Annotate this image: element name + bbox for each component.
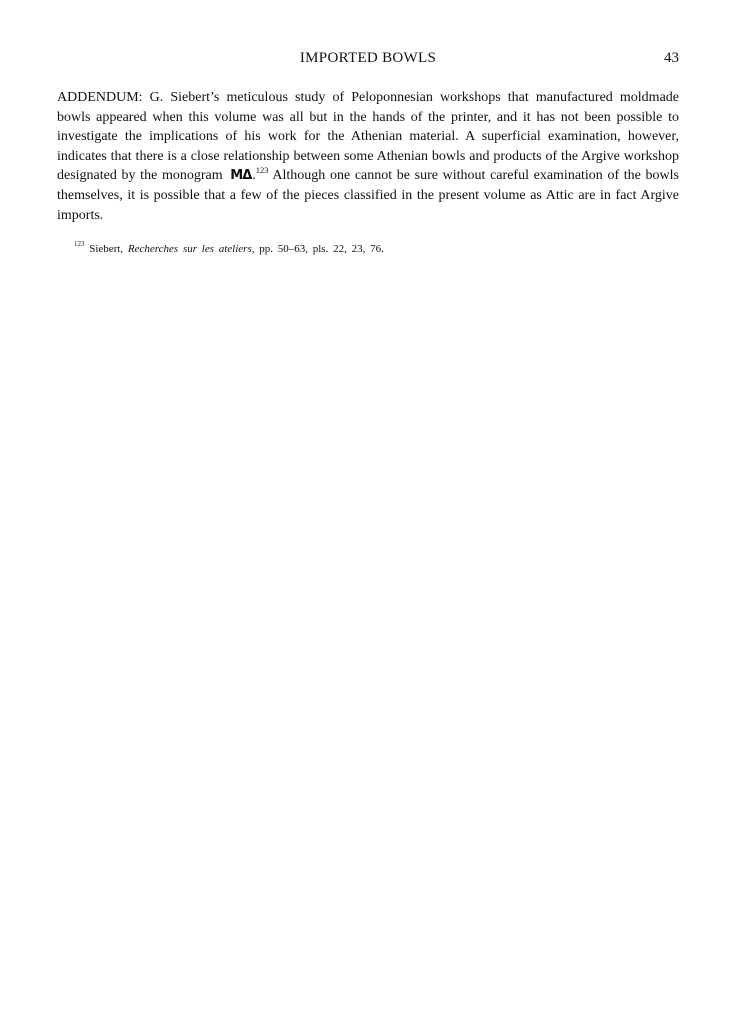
addendum-lead-text: ADDENDUM: G. Siebert’s meticulous study of Peloponnesian workshops that manufactured moldmade bowls appeared when this volume was all but in the hands of the printer, and it has not been possible to investigate the implications of his work for the Athenian material. A superficial examination, however, indicates that there is a close relationship between some Athenian bowls and products of the Argive workshop designated by the monogram [57, 90, 679, 184]
addendum-tail-text: Although one cannot be sure without careful examination of the bowls themselves, it is possible that a few of the pieces classified in the present volume as Attic are in fact Argive imports. [57, 168, 679, 223]
footnote-author: Siebert, [89, 243, 124, 255]
addendum-paragraph [57, 88, 679, 225]
footnote [74, 242, 674, 256]
page-number: 43 [664, 50, 679, 66]
running-header [57, 50, 679, 72]
monogram-period: . [252, 168, 256, 184]
footnote-reference[interactable]: 123 [255, 164, 269, 175]
running-title: IMPORTED BOWLS [299, 50, 437, 66]
argive-monogram: ΜΔ [230, 168, 252, 184]
footnote-number: 123 [74, 240, 85, 249]
footnote-title: Recherches sur les ateliers, [127, 243, 255, 255]
footnote-citation: pp. 50–63, pls. 22, 23, 76. [259, 243, 384, 255]
